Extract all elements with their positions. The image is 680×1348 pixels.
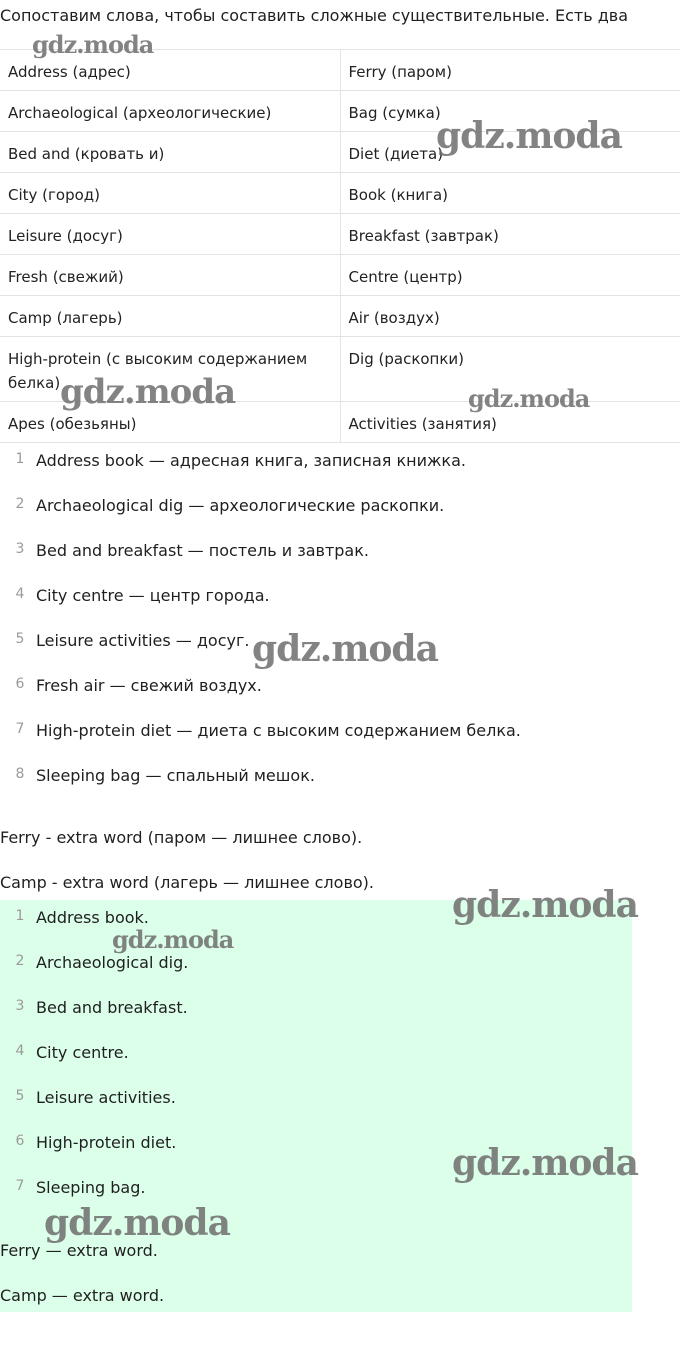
item-text: Address book. (36, 908, 149, 927)
watermark-logo: gdz.moda (436, 115, 622, 157)
table-cell: Diet (диета) (340, 132, 680, 173)
table-cell: Apes (обезьяны) (0, 402, 340, 443)
table-cell: Bed and (кровать и) (0, 132, 340, 173)
watermark-logo: gdz.moda (452, 884, 638, 926)
table-cell: Archaeological (археологические) (0, 91, 340, 132)
item-text: City centre. (36, 1043, 129, 1062)
table-cell: Address (адрес) (0, 50, 340, 91)
table-cell: Breakfast (завтрак) (340, 214, 680, 255)
table-cell: Camp (лагерь) (0, 296, 340, 337)
watermark-logo: gdz.moda (44, 1202, 230, 1244)
watermark-logo: gdz.moda (452, 1142, 638, 1184)
table-row (0, 173, 680, 214)
item-text: Archaeological dig. (36, 953, 189, 972)
table-cell: High-protein (с высоким содержанием белка) (0, 337, 340, 402)
item-text: Archaeological dig — археологические раскопки. (36, 496, 445, 515)
table-cell: Ferry (паром) (340, 50, 680, 91)
item-number: 4 (15, 586, 25, 602)
item-text: Sleeping bag — спальный мешок. (36, 766, 315, 785)
item-number: 8 (15, 766, 25, 782)
watermark-logo: gdz.moda (32, 30, 154, 59)
item-text: High-protein diet — диета с высоким содержанием белка. (36, 721, 521, 740)
item-number: 7 (15, 1178, 25, 1194)
item-text: Sleeping bag. (36, 1178, 146, 1197)
watermark-logo: gdz.moda (112, 925, 234, 954)
table-row (0, 214, 680, 255)
item-text: Bed and breakfast — постель и завтрак. (36, 541, 369, 560)
item-number: 2 (15, 496, 25, 512)
table-cell: Bag (сумка) (340, 91, 680, 132)
table-row (0, 296, 680, 337)
item-text: Leisure activities. (36, 1088, 176, 1107)
short-extra-camp: Camp — extra word. (0, 1286, 165, 1305)
item-text: Address book — адресная книга, записная книжка. (36, 451, 466, 470)
table-cell: Air (воздух) (340, 296, 680, 337)
item-text: City centre — центр города. (36, 586, 270, 605)
extra-word-camp: Camp - extra word (лагерь — лишнее слово). (0, 873, 374, 892)
item-number: 3 (15, 541, 25, 557)
item-text: High-protein diet. (36, 1133, 177, 1152)
table-cell: Activities (занятия) (340, 402, 680, 443)
short-extra-ferry: Ferry — extra word. (0, 1241, 158, 1260)
item-number: 4 (15, 1043, 25, 1059)
item-number: 3 (15, 998, 25, 1014)
item-text: Bed and breakfast. (36, 998, 188, 1017)
watermark-logo: gdz.moda (252, 628, 438, 670)
item-number: 6 (15, 676, 25, 692)
table-cell: City (город) (0, 173, 340, 214)
table-cell: Leisure (досуг) (0, 214, 340, 255)
table-cell: Dig (раскопки) (340, 337, 680, 402)
item-number: 5 (15, 1088, 25, 1104)
table-row (0, 255, 680, 296)
table-cell: Book (книга) (340, 173, 680, 214)
item-number: 7 (15, 721, 25, 737)
watermark-logo: gdz.moda (60, 372, 236, 412)
item-number: 1 (15, 908, 25, 924)
table-cell: Fresh (свежий) (0, 255, 340, 296)
intro-text: Сопоставим слова, чтобы составить сложные существительные. Есть два (0, 6, 628, 25)
item-number: 2 (15, 953, 25, 969)
table-cell: Centre (центр) (340, 255, 680, 296)
item-number: 5 (15, 631, 25, 647)
item-text: Fresh air — свежий воздух. (36, 676, 262, 695)
item-number: 6 (15, 1133, 25, 1149)
item-text: Leisure activities — досуг. (36, 631, 250, 650)
extra-word-ferry: Ferry - extra word (паром — лишнее слово). (0, 828, 363, 847)
watermark-logo: gdz.moda (468, 384, 590, 413)
item-number: 1 (15, 451, 25, 467)
